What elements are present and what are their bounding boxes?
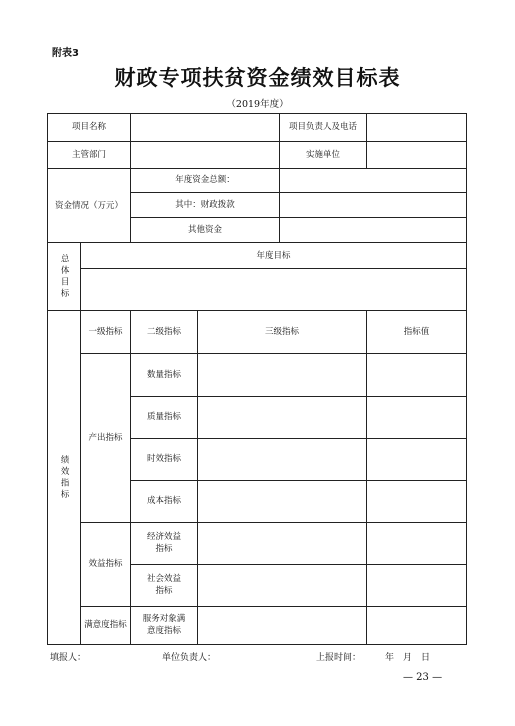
social-benefit-label: 社会效益指标 [131, 564, 198, 606]
satisfaction-indicator-label: 满意度指标 [81, 606, 131, 644]
report-time-label: 上报时间： [316, 653, 362, 663]
attachment-label: 附表3 [52, 48, 79, 59]
department-value [131, 142, 280, 169]
economic-level3-value [198, 522, 367, 564]
economic-benefit-label: 经济效益指标 [131, 522, 198, 564]
year-label: （2019年度） [226, 99, 289, 110]
timeliness-indicator-label: 时效指标 [131, 438, 198, 480]
indicator-value-header: 指标值 [367, 311, 467, 354]
quality-level3-value [198, 396, 367, 438]
fiscal-funds-label: 其中：财政拨款 [131, 193, 280, 218]
level3-header: 三级指标 [198, 311, 367, 354]
quantity-indicator-label: 数量指标 [131, 354, 198, 396]
satisfaction-level3-value [198, 606, 367, 644]
satisfaction-indicator-value [367, 606, 467, 644]
implementing-unit-value [367, 142, 467, 169]
other-funds-value [280, 218, 467, 243]
implementing-unit-label: 实施单位 [280, 142, 367, 169]
fiscal-funds-value [280, 193, 467, 218]
department-label: 主管部门 [48, 142, 131, 169]
page-number: — 23 — [403, 672, 443, 683]
quantity-indicator-value [367, 354, 467, 396]
page-title: 财政专项扶贫资金绩效目标表 [114, 65, 401, 90]
cost-indicator-label: 成本指标 [131, 480, 198, 522]
annual-total-label: 年度资金总额： [131, 169, 280, 193]
timeliness-level3-value [198, 438, 367, 480]
annual-goal-label: 年度目标 [81, 243, 467, 269]
cost-level3-value [198, 480, 367, 522]
performance-label: 绩效指标 [48, 311, 81, 645]
benefit-indicator-label: 效益指标 [81, 522, 131, 606]
social-indicator-value [367, 564, 467, 606]
social-level3-value [198, 564, 367, 606]
performance-goal-table [47, 113, 467, 645]
project-name-label: 项目名称 [48, 114, 131, 142]
economic-indicator-value [367, 522, 467, 564]
filler-label: 填报人： [50, 653, 87, 663]
overall-goal-label: 总体目标 [48, 243, 81, 311]
owner-phone-value [367, 114, 467, 142]
output-indicator-label: 产出指标 [81, 354, 131, 522]
level1-header: 一级指标 [81, 311, 131, 354]
level2-header: 二级指标 [131, 311, 198, 354]
quantity-level3-value [198, 354, 367, 396]
service-satisfaction-label: 服务对象满意度指标 [131, 606, 198, 644]
other-funds-label: 其他资金 [131, 218, 280, 243]
unit-head-label: 单位负责人： [162, 653, 217, 663]
annual-total-value [280, 169, 467, 193]
annual-goal-value [81, 269, 467, 311]
owner-phone-label: 项目负责人及电话 [280, 114, 367, 142]
project-name-value [131, 114, 280, 142]
date-units: 年 月 日 [385, 653, 431, 663]
timeliness-indicator-value [367, 438, 467, 480]
funds-label: 资金情况（万元） [48, 169, 131, 243]
cost-indicator-value [367, 480, 467, 522]
quality-indicator-value [367, 396, 467, 438]
quality-indicator-label: 质量指标 [131, 396, 198, 438]
